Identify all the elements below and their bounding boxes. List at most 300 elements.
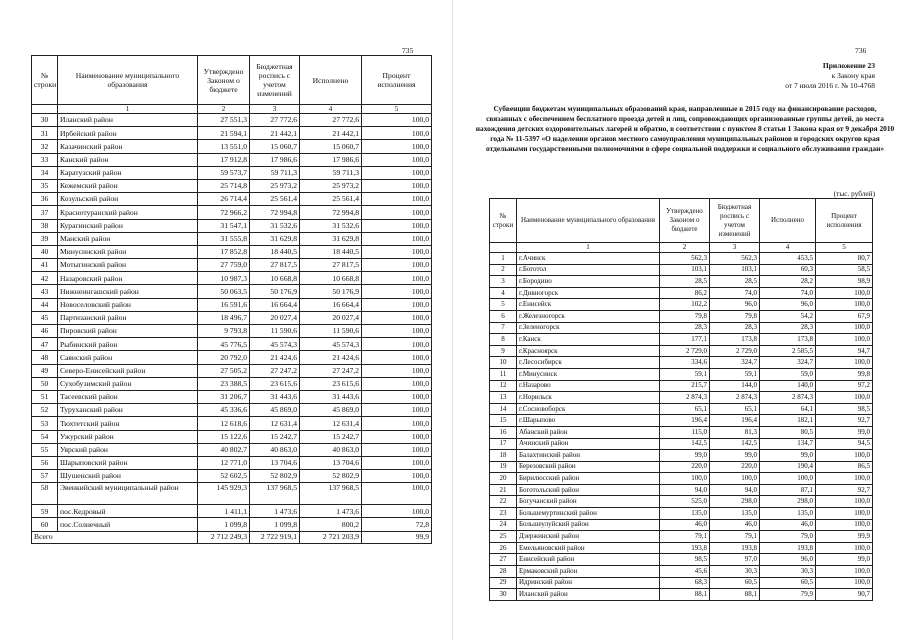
execution-percent: 99,0: [816, 426, 873, 438]
execution-percent: 100,0: [362, 417, 432, 430]
execution-percent: 100,0: [362, 351, 432, 364]
table-row: [32, 351, 432, 364]
approved-amount: 215,7: [660, 380, 710, 392]
approved-amount: 27 551,3: [198, 114, 250, 127]
execution-percent: 100,0: [816, 508, 873, 520]
executed-amount: 298,0: [760, 496, 816, 508]
approved-amount: 2 729,0: [660, 345, 710, 357]
table-row: [490, 264, 873, 276]
table-row: [490, 276, 873, 288]
executed-amount: 324,7: [760, 357, 816, 369]
row-number: 58: [32, 483, 58, 505]
budget-amount: 25 561,4: [250, 193, 300, 206]
row-number: 26: [490, 542, 517, 554]
municipality-name: Большеулуйский район: [517, 519, 660, 531]
column-index: 3: [250, 105, 300, 114]
municipality-name: пос.Солнечный: [58, 518, 198, 531]
execution-percent: 98,9: [816, 276, 873, 288]
budget-amount: 99,0: [710, 450, 760, 462]
appendix-block: [785, 61, 875, 91]
approved-amount: 46,0: [660, 519, 710, 531]
row-number: 52: [32, 404, 58, 417]
table-row: [490, 310, 873, 322]
municipality-name: Нижнеингашский район: [58, 285, 198, 298]
executed-amount: 21 424,6: [300, 351, 362, 364]
table-row: [490, 519, 873, 531]
row-number: 55: [32, 443, 58, 456]
appendix-date: от 7 июля 2016 г. № 10-4768: [785, 81, 875, 90]
executed-amount: 16 664,4: [300, 298, 362, 311]
approved-amount: 31 555,8: [198, 232, 250, 245]
municipality-name: Шушенский район: [58, 470, 198, 483]
execution-percent: 92,7: [816, 415, 873, 427]
municipality-name: Шарыповский район: [58, 456, 198, 469]
executed-amount: 50 176,9: [300, 285, 362, 298]
table-row: [490, 253, 873, 265]
executed-amount: 15 242,7: [300, 430, 362, 443]
budget-amount: 94,0: [710, 484, 760, 496]
approved-amount: 79,8: [660, 310, 710, 322]
budget-amount: 17 986,6: [250, 153, 300, 166]
budget-amount: 27 247,2: [250, 364, 300, 377]
approved-amount: 525,0: [660, 496, 710, 508]
approved-amount: 98,5: [660, 554, 710, 566]
table-row: [490, 345, 873, 357]
municipality-name: г.Железногорск: [517, 310, 660, 322]
total-percent: 99,9: [362, 531, 432, 543]
execution-percent: 97,2: [816, 380, 873, 392]
row-number: 40: [32, 245, 58, 258]
approved-amount: 100,0: [660, 473, 710, 485]
executed-amount: 23 615,6: [300, 377, 362, 390]
table-row: [490, 368, 873, 380]
table-row: [490, 589, 873, 601]
approved-amount: 17 912,8: [198, 153, 250, 166]
row-number: 16: [490, 426, 517, 438]
approved-amount: 45 336,6: [198, 404, 250, 417]
table-row: [32, 390, 432, 403]
approved-amount: 45 776,5: [198, 338, 250, 351]
right-page: [455, 0, 905, 640]
header-executed: Исполнено: [300, 56, 362, 105]
executed-amount: 28,2: [760, 276, 816, 288]
execution-percent: 100,0: [362, 219, 432, 232]
execution-percent: 100,0: [816, 566, 873, 578]
right-page-number: 736: [855, 46, 867, 55]
executed-amount: 46,0: [760, 519, 816, 531]
execution-percent: 100,0: [816, 299, 873, 311]
approved-amount: 94,0: [660, 484, 710, 496]
executed-amount: 59,0: [760, 368, 816, 380]
executed-amount: 20 027,4: [300, 311, 362, 324]
approved-amount: 28,3: [660, 322, 710, 334]
municipality-name: Канский район: [58, 153, 198, 166]
table-row: [32, 338, 432, 351]
budget-amount: 220,0: [710, 461, 760, 473]
execution-percent: 58,5: [816, 264, 873, 276]
municipality-name: Каратузский район: [58, 166, 198, 179]
approved-amount: 17 852,8: [198, 245, 250, 258]
table-row: [490, 577, 873, 589]
table-row: [490, 287, 873, 299]
column-index: 3: [710, 243, 760, 253]
row-number: 35: [32, 179, 58, 192]
row-number: 37: [32, 206, 58, 219]
budget-amount: 137 968,5: [250, 483, 300, 505]
approved-amount: 12 618,6: [198, 417, 250, 430]
execution-percent: 100,0: [362, 153, 432, 166]
row-number: 25: [490, 531, 517, 543]
execution-percent: 80,7: [816, 253, 873, 265]
municipality-name: Ачинский район: [517, 438, 660, 450]
budget-amount: 15 060,7: [250, 140, 300, 153]
row-number: 7: [490, 322, 517, 334]
approved-amount: 72 966,2: [198, 206, 250, 219]
approved-amount: 27 759,0: [198, 259, 250, 272]
budget-amount: 72 994,8: [250, 206, 300, 219]
table-row: [32, 206, 432, 219]
approved-amount: 99,0: [660, 450, 710, 462]
executed-amount: 52 802,9: [300, 470, 362, 483]
executed-amount: 80,5: [760, 426, 816, 438]
table-row: [32, 179, 432, 192]
row-number: 13: [490, 392, 517, 404]
budget-amount: 31 629,8: [250, 232, 300, 245]
execution-percent: 100,0: [362, 232, 432, 245]
budget-amount: 74,0: [710, 287, 760, 299]
approved-amount: 27 505,2: [198, 364, 250, 377]
budget-amount: 21 442,1: [250, 127, 300, 140]
column-index: 1: [58, 105, 198, 114]
budget-amount: 28,5: [710, 276, 760, 288]
budget-amount: 97,0: [710, 554, 760, 566]
executed-amount: 31 443,6: [300, 390, 362, 403]
municipality-name: Казачинский район: [58, 140, 198, 153]
approved-amount: 68,3: [660, 577, 710, 589]
row-number: 30: [32, 114, 58, 127]
execution-percent: 100,0: [362, 272, 432, 285]
row-number: 32: [32, 140, 58, 153]
municipality-name: г.Минусинск: [517, 368, 660, 380]
execution-percent: 100,0: [362, 179, 432, 192]
budget-amount: 173,8: [710, 334, 760, 346]
budget-amount: 21 424,6: [250, 351, 300, 364]
table-row: [490, 322, 873, 334]
row-number: 1: [490, 253, 517, 265]
row-number: 51: [32, 390, 58, 403]
table-row: [32, 430, 432, 443]
table-row: [32, 285, 432, 298]
header-row-number: № строки: [490, 199, 517, 243]
execution-percent: 99,9: [816, 531, 873, 543]
column-index: 5: [816, 243, 873, 253]
header-budget-schedule: Бюджетная роспись с учетом изменений: [710, 199, 760, 243]
executed-amount: 27 817,5: [300, 259, 362, 272]
table-row: [490, 473, 873, 485]
municipality-name: Ермаковский район: [517, 566, 660, 578]
budget-amount: 10 668,8: [250, 272, 300, 285]
execution-percent: 94,5: [816, 438, 873, 450]
table-row: [490, 334, 873, 346]
approved-amount: 102,2: [660, 299, 710, 311]
municipality-name: Емельяновский район: [517, 542, 660, 554]
executed-amount: 2 585,5: [760, 345, 816, 357]
approved-amount: 1 099,8: [198, 518, 250, 531]
header-percent: Процент исполнения: [362, 56, 432, 105]
left-page-number: 735: [402, 46, 414, 55]
municipality-name: Иланский район: [58, 114, 198, 127]
row-number: 48: [32, 351, 58, 364]
execution-percent: 100,0: [362, 364, 432, 377]
municipality-name: Краснотуранский район: [58, 206, 198, 219]
municipality-name: Рыбинский район: [58, 338, 198, 351]
executed-amount: 27 772,6: [300, 114, 362, 127]
row-number: 19: [490, 461, 517, 473]
row-number: 50: [32, 377, 58, 390]
row-number: 3: [490, 276, 517, 288]
executed-amount: 453,5: [760, 253, 816, 265]
header-municipality: Наименование муниципального образования: [517, 199, 660, 243]
execution-percent: 99,0: [816, 554, 873, 566]
executed-amount: 30,3: [760, 566, 816, 578]
budget-amount: 81,3: [710, 426, 760, 438]
row-number: 59: [32, 505, 58, 518]
row-number: 8: [490, 334, 517, 346]
municipality-name: г.Лесосибирск: [517, 357, 660, 369]
row-number: 54: [32, 430, 58, 443]
table-row: [32, 153, 432, 166]
executed-amount: 64,1: [760, 403, 816, 415]
execution-percent: 92,7: [816, 484, 873, 496]
table-row: [32, 245, 432, 258]
table-row: [490, 438, 873, 450]
executed-amount: 45 869,0: [300, 404, 362, 417]
executed-amount: 96,0: [760, 554, 816, 566]
municipality-name: Абанский район: [517, 426, 660, 438]
table-row: [32, 364, 432, 377]
row-number: 20: [490, 473, 517, 485]
budget-amount: 27 817,5: [250, 259, 300, 272]
table-row: [32, 298, 432, 311]
municipality-name: Ирбейский район: [58, 127, 198, 140]
row-number: 45: [32, 311, 58, 324]
budget-amount: 1 473,6: [250, 505, 300, 518]
budget-amount: 88,1: [710, 589, 760, 601]
approved-amount: 13 551,0: [198, 140, 250, 153]
header-approved: Утверждено Законом о бюджете: [198, 56, 250, 105]
budget-amount: 59,1: [710, 368, 760, 380]
total-executed: 2 721 203,9: [300, 531, 362, 543]
municipality-name: пос.Кедровый: [58, 505, 198, 518]
budget-amount: 103,1: [710, 264, 760, 276]
municipality-name: Кежемский район: [58, 179, 198, 192]
approved-amount: 59,1: [660, 368, 710, 380]
approved-amount: 40 802,7: [198, 443, 250, 456]
execution-percent: 100,0: [362, 311, 432, 324]
table-row: [32, 377, 432, 390]
header-approved: Утверждено Законом о бюджете: [660, 199, 710, 243]
municipality-name: г.Ачинск: [517, 253, 660, 265]
row-number: 34: [32, 166, 58, 179]
execution-percent: 98,5: [816, 403, 873, 415]
row-number: 30: [490, 589, 517, 601]
row-number: 11: [490, 368, 517, 380]
table-row: [490, 542, 873, 554]
approved-amount: 12 771,0: [198, 456, 250, 469]
approved-amount: 21 594,1: [198, 127, 250, 140]
execution-percent: 100,0: [816, 542, 873, 554]
execution-percent: 100,0: [362, 430, 432, 443]
executed-amount: 79,9: [760, 589, 816, 601]
approved-amount: 10 987,3: [198, 272, 250, 285]
table-row: [490, 531, 873, 543]
table-row: [490, 392, 873, 404]
column-index-row: [490, 243, 873, 253]
table-row: [32, 417, 432, 430]
approved-amount: 52 602,5: [198, 470, 250, 483]
municipality-name: Партизанский район: [58, 311, 198, 324]
approved-amount: 220,0: [660, 461, 710, 473]
budget-amount: 45 574,3: [250, 338, 300, 351]
row-number: 9: [490, 345, 517, 357]
row-number: 57: [32, 470, 58, 483]
row-number: 60: [32, 518, 58, 531]
execution-percent: 100,0: [816, 334, 873, 346]
execution-percent: 100,0: [362, 377, 432, 390]
approved-amount: 18 496,7: [198, 311, 250, 324]
approved-amount: 145 929,3: [198, 483, 250, 505]
executed-amount: 45 574,3: [300, 338, 362, 351]
execution-percent: 100,0: [362, 443, 432, 456]
executed-amount: 140,0: [760, 380, 816, 392]
execution-percent: 100,0: [362, 245, 432, 258]
row-number: 53: [32, 417, 58, 430]
row-number: 49: [32, 364, 58, 377]
table-row: [32, 311, 432, 324]
budget-amount: 135,0: [710, 508, 760, 520]
approved-amount: 65,1: [660, 403, 710, 415]
executed-amount: 1 473,6: [300, 505, 362, 518]
approved-amount: 115,0: [660, 426, 710, 438]
approved-amount: 16 591,6: [198, 298, 250, 311]
column-index-row: [32, 105, 432, 114]
executed-amount: 17 986,6: [300, 153, 362, 166]
total-row: [32, 531, 432, 543]
execution-percent: 100,0: [362, 470, 432, 483]
execution-percent: 100,0: [362, 456, 432, 469]
executed-amount: 134,7: [760, 438, 816, 450]
row-number: 12: [490, 380, 517, 392]
execution-percent: 86,5: [816, 461, 873, 473]
budget-amount: 52 802,9: [250, 470, 300, 483]
budget-amount: 15 242,7: [250, 430, 300, 443]
executed-amount: 137 968,5: [300, 483, 362, 505]
approved-amount: 103,1: [660, 264, 710, 276]
row-number: 4: [490, 287, 517, 299]
executed-amount: 10 668,8: [300, 272, 362, 285]
budget-amount: 12 631,4: [250, 417, 300, 430]
executed-amount: 12 631,4: [300, 417, 362, 430]
table-row: [32, 470, 432, 483]
executed-amount: 190,4: [760, 461, 816, 473]
execution-percent: 100,0: [362, 483, 432, 505]
municipality-name: Эвенкийский муниципальный район: [58, 483, 198, 505]
approved-amount: 562,3: [660, 253, 710, 265]
approved-amount: 45,6: [660, 566, 710, 578]
execution-percent: 100,0: [362, 193, 432, 206]
approved-amount: 31 547,1: [198, 219, 250, 232]
table-row: [490, 380, 873, 392]
row-number: 29: [490, 577, 517, 589]
execution-percent: 100,0: [362, 298, 432, 311]
header-budget-schedule: Бюджетная роспись с учетом изменений: [250, 56, 300, 105]
executed-amount: 99,0: [760, 450, 816, 462]
budget-amount: 2 874,3: [710, 392, 760, 404]
table-row: [490, 484, 873, 496]
page-divider: [452, 0, 453, 640]
executed-amount: 11 590,6: [300, 325, 362, 338]
table-row: [32, 219, 432, 232]
execution-percent: 100,0: [816, 496, 873, 508]
municipality-name: Сухобузимский район: [58, 377, 198, 390]
budget-amount: 324,7: [710, 357, 760, 369]
row-number: 21: [490, 484, 517, 496]
table-row: [32, 166, 432, 179]
approved-amount: 28,5: [660, 276, 710, 288]
execution-percent: 100,0: [816, 392, 873, 404]
executed-amount: 25 973,2: [300, 179, 362, 192]
municipality-name: Иланский район: [517, 589, 660, 601]
budget-amount: 30,3: [710, 566, 760, 578]
execution-percent: 100,0: [362, 114, 432, 127]
table-row: [32, 518, 432, 531]
municipality-name: г.Назарово: [517, 380, 660, 392]
header-executed: Исполнено: [760, 199, 816, 243]
table-row: [32, 259, 432, 272]
budget-amount: 31 532,6: [250, 219, 300, 232]
executed-amount: 25 561,4: [300, 193, 362, 206]
executed-amount: 135,0: [760, 508, 816, 520]
total-approved: 2 712 249,3: [198, 531, 250, 543]
executed-amount: 60,5: [760, 577, 816, 589]
budget-amount: 96,0: [710, 299, 760, 311]
table-row: [490, 357, 873, 369]
budget-amount: 2 729,0: [710, 345, 760, 357]
table-row: [32, 232, 432, 245]
table-row: [490, 554, 873, 566]
table-row: [32, 505, 432, 518]
row-number: 17: [490, 438, 517, 450]
execution-percent: 100,0: [362, 140, 432, 153]
execution-percent: 100,0: [362, 259, 432, 272]
municipality-name: Козульский район: [58, 193, 198, 206]
approved-amount: 23 388,5: [198, 377, 250, 390]
budget-amount: 562,3: [710, 253, 760, 265]
row-number: 31: [32, 127, 58, 140]
column-index: 4: [760, 243, 816, 253]
budget-amount: 144,0: [710, 380, 760, 392]
executed-amount: 60,3: [760, 264, 816, 276]
executed-amount: 21 442,1: [300, 127, 362, 140]
approved-amount: 50 063,5: [198, 285, 250, 298]
municipality-name: Саянский район: [58, 351, 198, 364]
budget-amount: 79,8: [710, 310, 760, 322]
execution-percent: 100,0: [816, 519, 873, 531]
executed-amount: 800,2: [300, 518, 362, 531]
municipality-name: Манский район: [58, 232, 198, 245]
executed-amount: 15 060,7: [300, 140, 362, 153]
executed-amount: 40 863,0: [300, 443, 362, 456]
